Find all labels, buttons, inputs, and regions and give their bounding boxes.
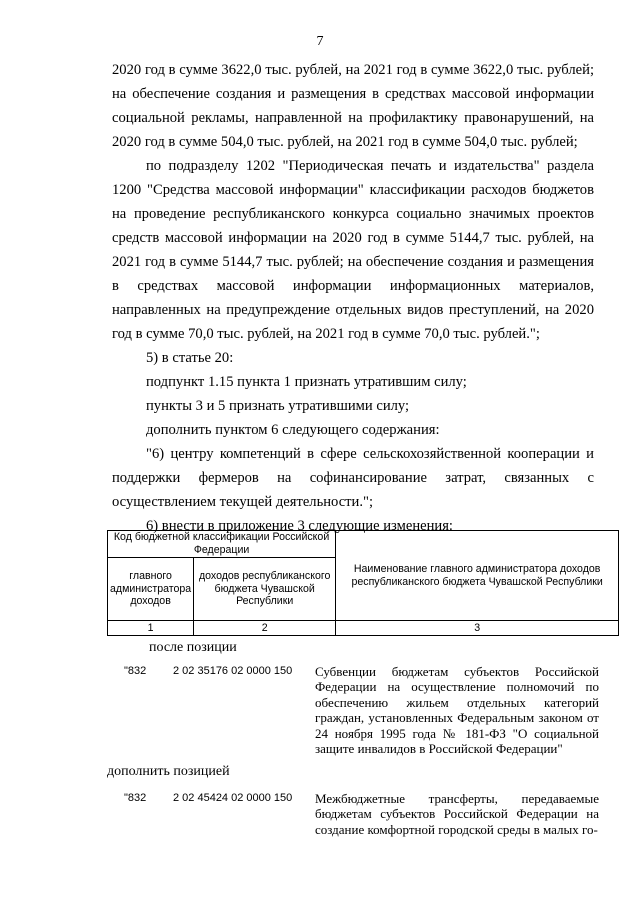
entry-budget-code: 2 02 45424 02 0000 150 bbox=[173, 792, 293, 804]
table-col-number-1: 1 bbox=[108, 621, 194, 636]
table-header-revenue: доходов республиканского бюджета Чувашской Республики bbox=[194, 558, 336, 621]
paragraph-article-20: 5) в статье 20: bbox=[146, 350, 234, 366]
table-header-admin: главного администратора доходов bbox=[108, 558, 194, 621]
after-position-label: после позиции bbox=[149, 640, 237, 655]
page-number: 7 bbox=[316, 34, 324, 49]
document-body bbox=[112, 58, 594, 538]
entry-description: Субвенции бюджетам субъектов Российской Федерации на осуществление полномочий по обеспечению жильем отдельных категорий граждан, установленных Федеральным законом от 24 ноября 1995 года № 181-ФЗ "О социальной защите инвалидов в Российской Федерации" bbox=[315, 664, 599, 757]
position-entry-existing bbox=[124, 664, 599, 764]
entry-description: Межбюджетные трансферты, передаваемые бюджетам субъектов Российской Федерации на создание комфортной городской среды в малых го- bbox=[315, 791, 599, 837]
table-col-number-2: 2 bbox=[194, 621, 336, 636]
entry-budget-code: 2 02 35176 02 0000 150 bbox=[173, 665, 293, 677]
table-group-header: Код бюджетной классификации Российской Федерации bbox=[108, 531, 336, 558]
paragraph-subsection-1202: по подразделу 1202 "Периодическая печать и издательства" раздела 1200 "Средства массовой информации" классификации расходов бюджетов на проведение республиканского конкурса социально значимых проектов средств массовой информации на 2020 год в сумме 5144,7 тыс. рублей, на 2021 год в сумме 5144,7 тыс. рублей; на обеспечение создания и размещения в средствах массовой информации информационных материалов, направленных на предупреждение отдельных видов преступлений, на 2020 год в сумме 70,0 тыс. рублей, на 2021 год в сумме 70,0 тыс. рублей."; bbox=[112, 158, 594, 342]
paragraph-continuation: 2020 год в сумме 3622,0 тыс. рублей, на 2021 год в сумме 3622,0 тыс. рублей; на обеспечение создания и размещения в средствах массовой информации социальной рекламы, направленной на профилактику правонарушений, на 2020 год в сумме 504,0 тыс. рублей, на 2021 год в сумме 504,0 тыс. рублей; bbox=[112, 62, 594, 150]
entry-admin-code: "832 bbox=[124, 665, 147, 677]
budget-classification-table bbox=[107, 530, 619, 636]
add-position-label: дополнить позицией bbox=[107, 764, 230, 779]
table-col-number-3: 3 bbox=[336, 621, 619, 636]
position-entry-new bbox=[124, 791, 599, 851]
paragraph-subitem-1-15: подпункт 1.15 пункта 1 признать утратившим силу; bbox=[146, 374, 467, 390]
paragraph-appendix-3: 6) внести в приложение 3 следующие изменения: bbox=[146, 518, 453, 534]
table-header-name: Наименование главного администратора доходов республиканского бюджета Чувашской Республики bbox=[336, 531, 619, 621]
paragraph-items-3-5: пункты 3 и 5 признать утратившими силу; bbox=[146, 398, 410, 414]
entry-admin-code: "832 bbox=[124, 792, 147, 804]
paragraph-item-6-text: "6) центру компетенций в сфере сельскохозяйственной кооперации и поддержки фермеров на софинансирование затрат, связанных с осуществлением текущей деятельности."; bbox=[112, 446, 594, 510]
paragraph-add-item-6: дополнить пунктом 6 следующего содержания: bbox=[146, 422, 440, 438]
